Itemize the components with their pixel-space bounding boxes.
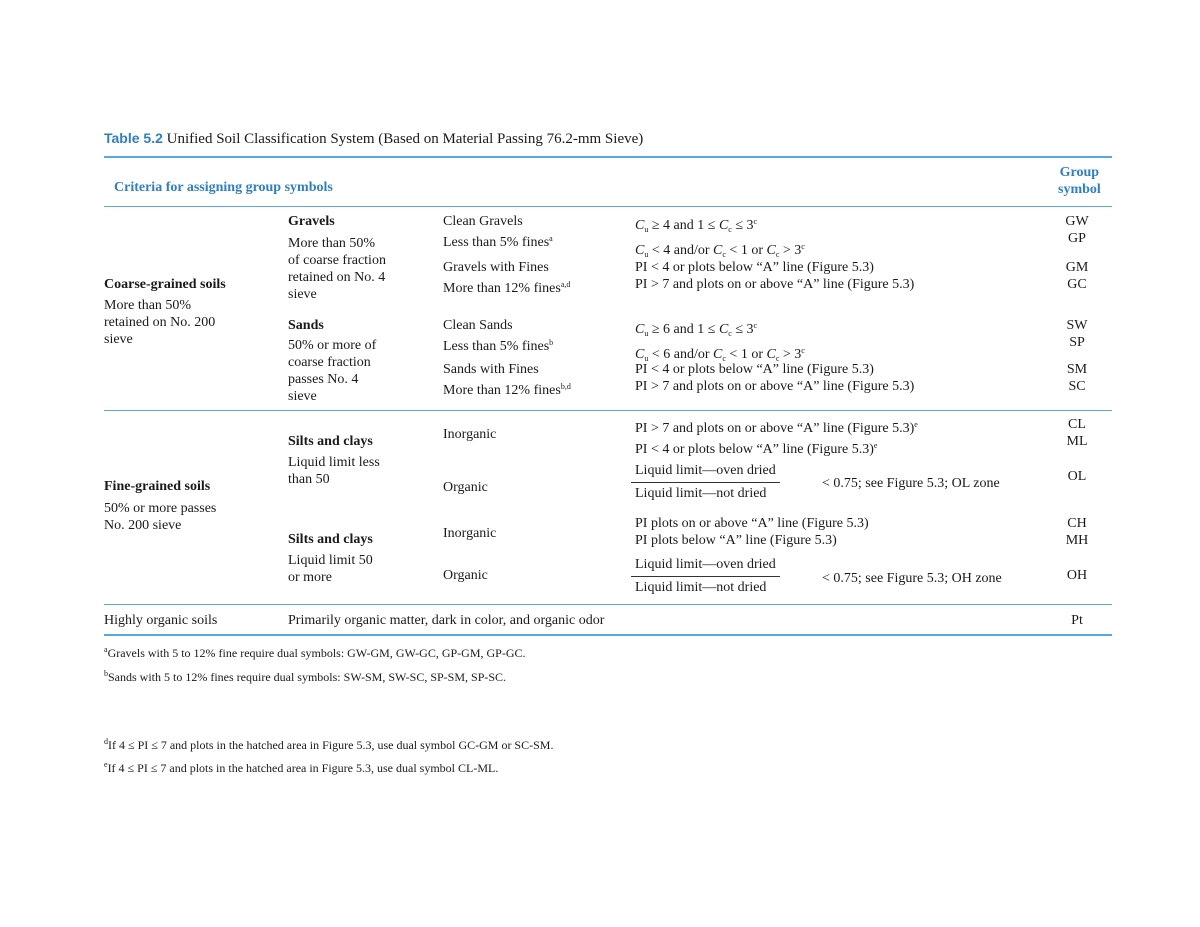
header-group-symbol-line2: symbol	[1058, 182, 1101, 197]
highly-desc: Primarily organic matter, dark in color, and organic odor	[288, 613, 605, 628]
group-symbol-gc: GC	[1067, 277, 1087, 292]
fine-desc-line: No. 200 sieve	[104, 518, 182, 533]
criteria-line: PI > 7 and plots on or above “A” line (Figure 5.3)	[635, 379, 915, 394]
gravels-desc-line: More than 50%	[288, 236, 376, 251]
sands-title: Sands	[288, 318, 324, 333]
sands-fines-line: More than 12% fines	[443, 383, 561, 398]
sands-fines-criteria	[635, 361, 914, 395]
bottom-rule	[104, 634, 1112, 636]
sands-fines-label	[443, 361, 571, 399]
sands-desc-line: 50% or more of	[288, 338, 377, 353]
criteria-line: $C_u \ge 4$ and $1 \le C_c \le 3^c$	[635, 217, 758, 234]
ratio-numerator: Liquid limit—oven dried	[631, 463, 780, 483]
header-group-symbol-line1: Group	[1059, 165, 1100, 180]
coarse-title: Coarse-grained soils	[104, 277, 226, 292]
sands-fines-line: Sands with Fines	[443, 362, 539, 377]
clean-sands-criteria	[635, 317, 805, 367]
silts1-inorganic-criteria	[635, 416, 918, 458]
ratio-numerator: Liquid limit—oven dried	[631, 557, 780, 577]
footnote-ref: e	[873, 441, 878, 450]
criteria-line: PI plots on or above “A” line (Figure 5.3)	[635, 516, 869, 531]
clean-gravels-line: Clean Gravels	[443, 214, 523, 229]
coarse-desc-line: sieve	[104, 332, 133, 347]
criteria-line: PI plots below “A” line (Figure 5.3)	[635, 533, 837, 548]
gravels-title: Gravels	[288, 214, 335, 229]
coarse-desc-line: retained on No. 200	[104, 315, 216, 330]
criteria-line: PI < 4 or plots below “A” line (Figure 5.3)	[635, 442, 874, 457]
silts1-desc-line: than 50	[288, 472, 330, 487]
group-symbol-oh: OH	[1066, 568, 1088, 583]
criteria-line: $C_u < 6$ and/or $C_c < 1$ or $C_c > 3^c$	[635, 346, 805, 363]
footnote-d	[104, 737, 553, 753]
footnote-mark: d	[104, 737, 108, 746]
gravels-desc	[288, 235, 386, 303]
silts1-symbols-inorganic	[1052, 416, 1102, 450]
group-symbol-gw: GW	[1065, 214, 1089, 229]
group-symbol-gm: GM	[1065, 260, 1089, 275]
group-symbol-gp: GP	[1068, 231, 1086, 246]
silts2-ll-ratio	[631, 557, 780, 596]
fine-desc-line: 50% or more passes	[104, 501, 217, 516]
silts2-inorganic: Inorganic	[443, 526, 497, 541]
gravels-symbols-fines	[1052, 259, 1102, 293]
silts2-desc-line: Liquid limit 50	[288, 553, 373, 568]
silts1-organic-tail: < 0.75; see Figure 5.3; OL zone	[822, 476, 1000, 491]
footnote-text: Sands with 5 to 12% fines require dual symbols: SW-SM, SW-SC, SP-SM, SP-SC.	[108, 670, 507, 684]
criteria-line: PI < 4 or plots below “A” line (Figure 5.3)	[635, 260, 874, 275]
coarse-desc	[104, 297, 215, 348]
gravels-desc-line: retained on No. 4	[288, 270, 386, 285]
coarse-bottom-rule	[104, 410, 1112, 411]
group-symbol-sw: SW	[1066, 318, 1088, 333]
table-label: Table 5.2	[104, 130, 163, 146]
gravels-fines-line: Gravels with Fines	[443, 260, 549, 275]
ratio-denominator: Liquid limit—not dried	[635, 580, 767, 595]
sands-desc-line: coarse fraction	[288, 355, 371, 370]
fine-title: Fine-grained soils	[104, 479, 211, 494]
sands-desc	[288, 337, 376, 405]
sands-symbols-clean	[1052, 317, 1102, 351]
group-symbol-ml: ML	[1066, 434, 1088, 449]
clean-gravels-criteria	[635, 213, 805, 263]
criteria-line: $C_u < 4$ and/or $C_c < 1$ or $C_c > 3^c$	[635, 242, 805, 259]
silts1-ll-ratio	[631, 463, 780, 502]
criteria-line: PI > 7 and plots on or above “A” line (Figure 5.3)	[635, 277, 915, 292]
footnote-ref: a	[549, 234, 553, 243]
silts2-organic: Organic	[443, 568, 488, 583]
group-symbol-mh: MH	[1065, 533, 1089, 548]
silts2-inorganic-criteria	[635, 515, 869, 549]
fine-desc	[104, 500, 216, 534]
gravels-desc-line: sieve	[288, 287, 317, 302]
group-symbol-sm: SM	[1066, 362, 1088, 377]
group-symbol-pt: Pt	[1071, 613, 1083, 628]
sands-desc-line: passes No. 4	[288, 372, 359, 387]
silts2-desc-line: or more	[288, 570, 332, 585]
criteria-line: PI < 4 or plots below “A” line (Figure 5.3)	[635, 362, 874, 377]
silts2-organic-tail: < 0.75; see Figure 5.3; OH zone	[822, 571, 1002, 586]
table-caption	[104, 130, 643, 148]
silts1-inorganic: Inorganic	[443, 427, 497, 442]
gravels-fines-label	[443, 259, 570, 297]
highly-title: Highly organic soils	[104, 613, 218, 628]
silts2-symbols-inorganic	[1052, 515, 1102, 549]
footnote-mark: a	[104, 645, 108, 654]
clean-sands-line: Less than 5% fines	[443, 339, 550, 354]
group-symbol-ol: OL	[1067, 469, 1087, 484]
clean-sands-label	[443, 317, 553, 355]
group-symbol-ch: CH	[1067, 516, 1087, 531]
footnote-a	[104, 645, 526, 661]
gravels-symbols-clean	[1052, 213, 1102, 247]
gravels-fines-criteria	[635, 259, 914, 293]
footnote-mark: e	[104, 760, 108, 769]
silts2-title: Silts and clays	[288, 532, 373, 547]
silts1-desc	[288, 454, 380, 488]
sands-symbols-fines	[1052, 361, 1102, 395]
group-symbol-cl: CL	[1068, 417, 1086, 432]
criteria-line: PI > 7 and plots on or above “A” line (Figure 5.3)	[635, 421, 915, 436]
footnote-mark: b	[104, 669, 108, 678]
footnote-ref: b	[549, 338, 554, 347]
footnote-ref: a,d	[560, 280, 571, 289]
footnote-text: If 4 ≤ PI ≤ 7 and plots in the hatched area in Figure 5.3, use dual symbol CL-ML.	[107, 761, 499, 775]
footnote-ref: b,d	[560, 382, 571, 391]
table-title: Unified Soil Classification System (Based on Material Passing 76.2-mm Sieve)	[166, 131, 644, 147]
header-rule	[104, 206, 1112, 207]
silts1-desc-line: Liquid limit less	[288, 455, 380, 470]
header-criteria: Criteria for assigning group symbols	[114, 180, 333, 195]
top-rule	[104, 156, 1112, 158]
footnote-text: If 4 ≤ PI ≤ 7 and plots in the hatched area in Figure 5.3, use dual symbol GC-GM or SC-SM.	[108, 738, 554, 752]
silts2-desc	[288, 552, 373, 586]
footnote-ref: e	[914, 420, 918, 429]
silts1-title: Silts and clays	[288, 434, 373, 449]
criteria-line: $C_u \ge 6$ and $1 \le C_c \le 3^c$	[635, 321, 758, 338]
sands-desc-line: sieve	[288, 389, 317, 404]
header-group-symbol	[1058, 164, 1101, 198]
clean-gravels-line: Less than 5% fines	[443, 235, 550, 250]
gravels-desc-line: of coarse fraction	[288, 253, 386, 268]
coarse-desc-line: More than 50%	[104, 298, 192, 313]
clean-gravels-label	[443, 213, 553, 251]
ratio-denominator: Liquid limit—not dried	[635, 486, 767, 501]
clean-sands-line: Clean Sands	[443, 318, 513, 333]
fine-bottom-rule	[104, 604, 1112, 605]
silts1-organic: Organic	[443, 480, 488, 495]
gravels-fines-line: More than 12% fines	[443, 281, 561, 296]
footnote-text: Gravels with 5 to 12% fine require dual symbols: GW-GM, GW-GC, GP-GM, GP-GC.	[107, 646, 526, 660]
group-symbol-sc: SC	[1068, 379, 1086, 394]
footnote-e	[104, 760, 498, 776]
footnote-b	[104, 669, 506, 685]
group-symbol-sp: SP	[1069, 335, 1085, 350]
